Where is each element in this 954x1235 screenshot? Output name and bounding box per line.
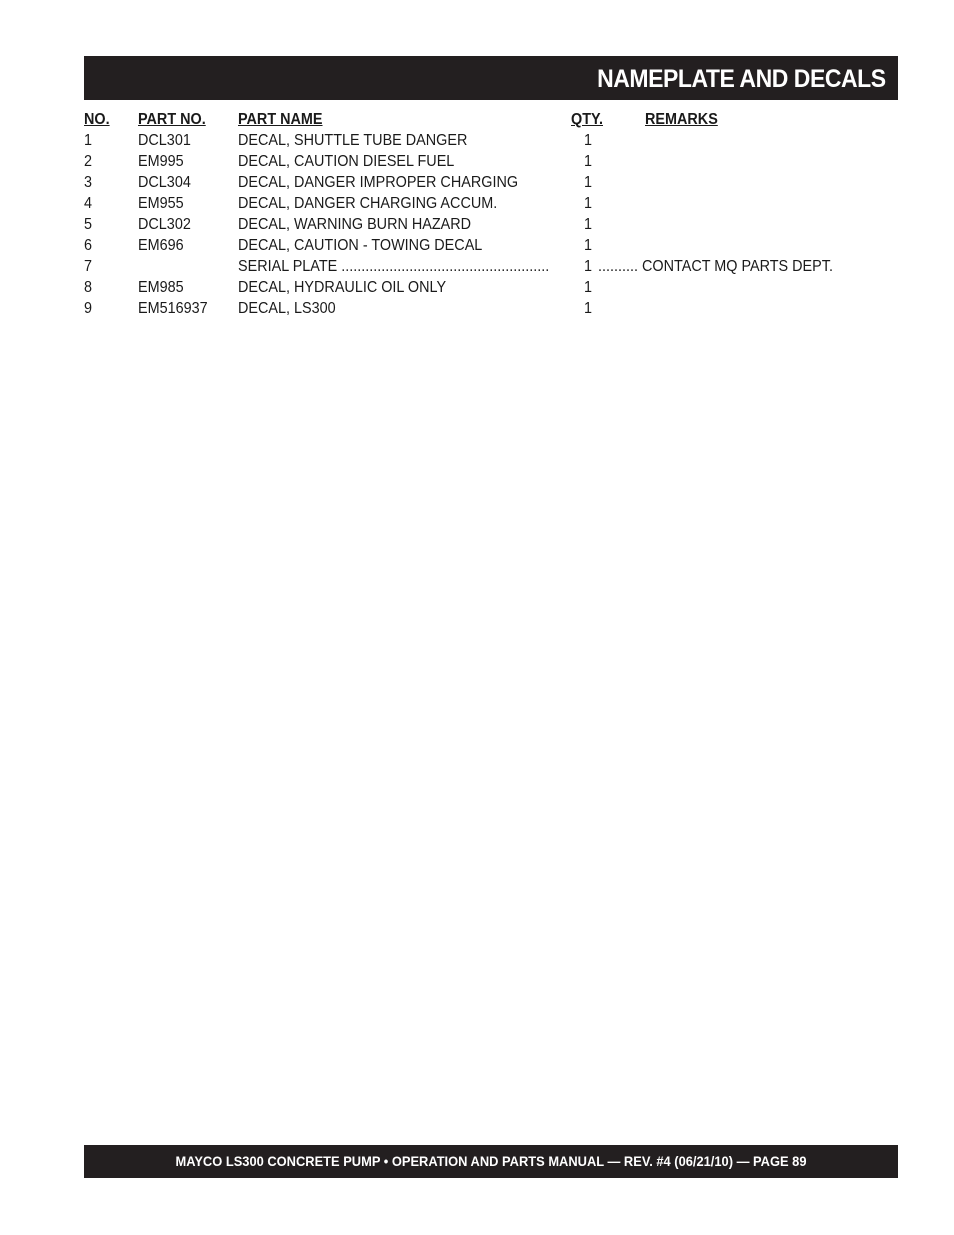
row-part-no: DCL301 bbox=[138, 132, 191, 149]
footer-bar bbox=[84, 1145, 898, 1178]
header-bar bbox=[84, 56, 898, 100]
row-part-name: DECAL, CAUTION DIESEL FUEL bbox=[238, 153, 455, 170]
row-no: 9 bbox=[84, 300, 93, 317]
footer-text: MAYCO LS300 CONCRETE PUMP • OPERATION AND PARTS MANUAL — REV. #4 (06/21/10) — PAGE 89 bbox=[175, 1153, 807, 1169]
column-header-qty: QTY. bbox=[571, 111, 604, 128]
table-row bbox=[84, 151, 884, 172]
table-row bbox=[84, 298, 884, 319]
row-no: 5 bbox=[84, 216, 93, 233]
row-part-no: EM955 bbox=[138, 195, 184, 212]
row-no: 1 bbox=[84, 132, 93, 149]
row-part-name: DECAL, HYDRAULIC OIL ONLY bbox=[238, 279, 447, 296]
row-qty: 1 bbox=[584, 258, 593, 275]
row-part-no: EM995 bbox=[138, 153, 184, 170]
table-header bbox=[84, 109, 884, 130]
row-part-name: SERIAL PLATE .................................................... bbox=[238, 258, 550, 275]
row-qty: 1 bbox=[584, 279, 593, 296]
row-qty: 1 bbox=[584, 300, 593, 317]
table-row bbox=[84, 193, 884, 214]
row-remarks: .......... CONTACT MQ PARTS DEPT. bbox=[598, 258, 833, 275]
row-part-no: DCL304 bbox=[138, 174, 191, 191]
column-header-remarks: REMARKS bbox=[645, 111, 718, 128]
table-row bbox=[84, 277, 884, 298]
page-title: NAMEPLATE AND DECALS bbox=[597, 65, 886, 93]
table-row bbox=[84, 130, 884, 151]
row-qty: 1 bbox=[584, 132, 593, 149]
row-qty: 1 bbox=[584, 174, 593, 191]
table-row bbox=[84, 235, 884, 256]
row-part-name: DECAL, DANGER IMPROPER CHARGING bbox=[238, 174, 519, 191]
row-part-name: DECAL, SHUTTLE TUBE DANGER bbox=[238, 132, 468, 149]
parts-table bbox=[84, 109, 884, 319]
row-qty: 1 bbox=[584, 216, 593, 233]
row-part-name: DECAL, WARNING BURN HAZARD bbox=[238, 216, 472, 233]
row-part-name: DECAL, LS300 bbox=[238, 300, 336, 317]
row-part-no: EM985 bbox=[138, 279, 184, 296]
row-qty: 1 bbox=[584, 195, 593, 212]
row-part-no: EM516937 bbox=[138, 300, 208, 317]
row-qty: 1 bbox=[584, 153, 593, 170]
table-row bbox=[84, 214, 884, 235]
row-part-no: EM696 bbox=[138, 237, 184, 254]
column-header-no: NO. bbox=[84, 111, 110, 128]
row-no: 7 bbox=[84, 258, 93, 275]
column-header-part-name: PART NAME bbox=[238, 111, 323, 128]
table-row bbox=[84, 256, 884, 277]
row-part-name: DECAL, DANGER CHARGING ACCUM. bbox=[238, 195, 498, 212]
row-qty: 1 bbox=[584, 237, 593, 254]
row-no: 2 bbox=[84, 153, 93, 170]
row-part-name: DECAL, CAUTION - TOWING DECAL bbox=[238, 237, 483, 254]
row-no: 8 bbox=[84, 279, 93, 296]
row-part-no: DCL302 bbox=[138, 216, 191, 233]
row-no: 6 bbox=[84, 237, 93, 254]
row-no: 3 bbox=[84, 174, 93, 191]
column-header-part-no: PART NO. bbox=[138, 111, 206, 128]
table-row bbox=[84, 172, 884, 193]
row-no: 4 bbox=[84, 195, 93, 212]
